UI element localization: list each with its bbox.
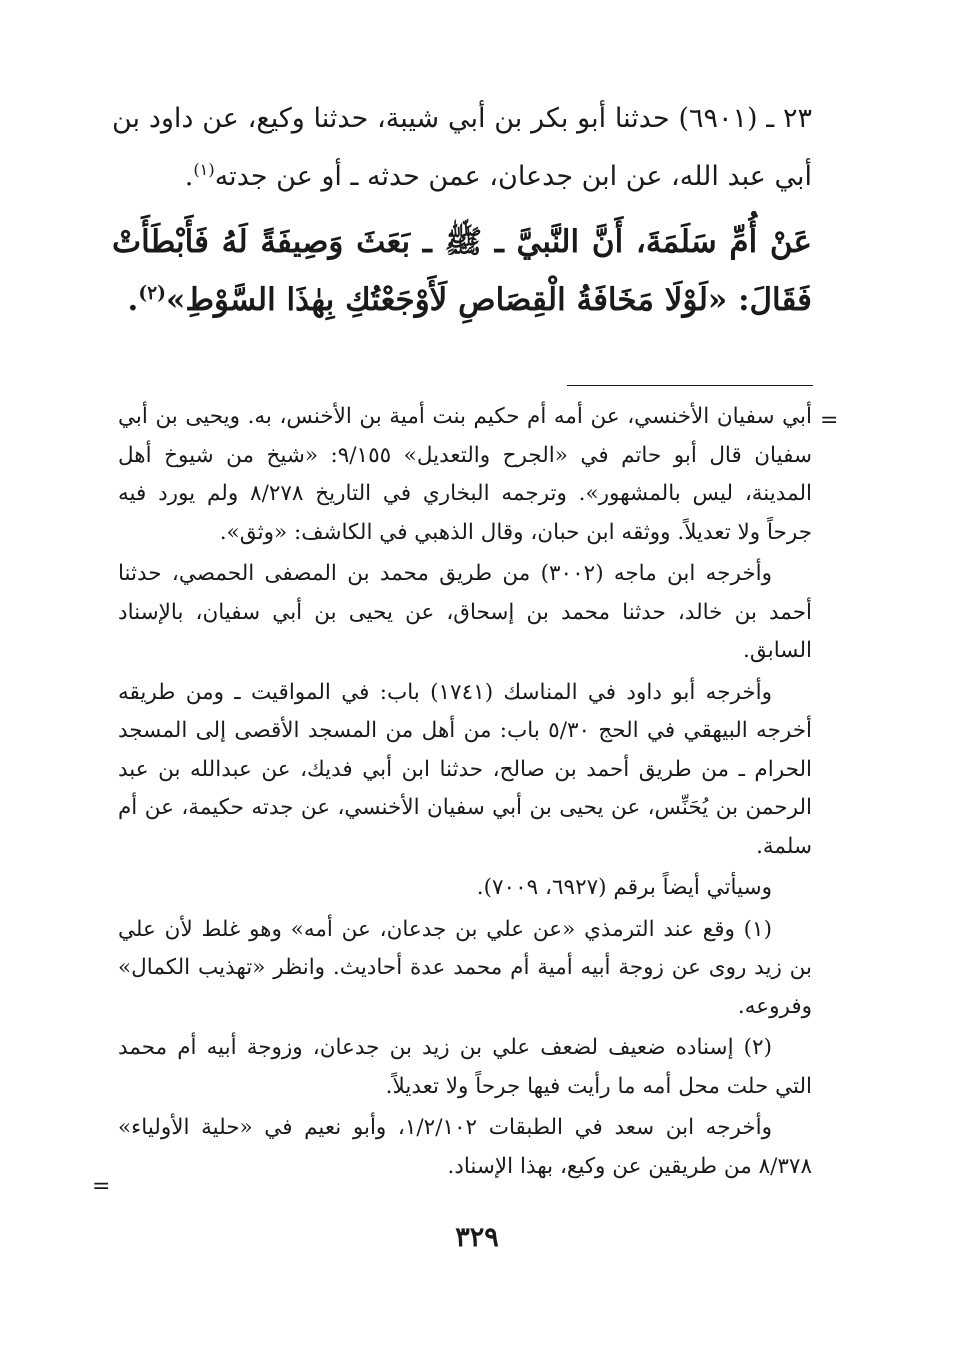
footnote-paragraph: وأخرجه أبو داود في المناسك (١٧٤١) باب: في المواقيت ـ ومن طريقه أخرجه البيهقي في الحج ٥/٣٠ باب: من أهل من المسجد الأقصى إلى المسجد الحرام ـ من طريق أحمد بن صالح، حدثنا ابن أبي فديك، عن عبدالله بن عبد الرحمن بن يُحَنِّس، عن يحيى بن أبي سفيان الأخنسي، عن جدته حكيمة، عن أم سلمة. (118, 679, 813, 859)
footnote-paragraph: وأخرجه ابن سعد في الطبقات ١/٢/١٠٢، وأبو نعيم في «حلية الأولياء» ٨/٣٧٨ من طريقين عن وكيع، بهذا الإسناد. (118, 1115, 812, 1179)
footnote-paragraph: أبي سفيان الأخنسي، عن أمه أم حكيم بنت أمية بن الأخنس، به. ويحيى بن أبي سفيان قال أبو حاتم في «الجرح والتعديل» ٩/١٥٥: «شيخ من شيوخ أهل المدينة، ليس بالمشهور». وترجمه البخاري في التاريخ ٨/٢٧٨ ولم يورد فيه جرحاً ولا تعديلاً. ووثقه ابن حبان، وقال الذهبي في الكاشف: «وثق». (118, 404, 812, 545)
hadith-text: عَنْ أُمِّ سَلَمَةَ، أَنَّ النَّبيَّ ـ ﷺ ـ بَعَثَ وَصِيفَةً لَهُ فَأَبْطَأَتْ فَقَالَ: «لَوْلَا مَخَافَةُ الْقِصَاصِ لَأَوْجَعْتُكِ بِهٰذَا السَّوْطِ» (112, 224, 812, 318)
footnote-divider (567, 385, 813, 386)
continuation-mark-bottom: = (92, 1174, 111, 1199)
hadith-text-paragraph (112, 213, 812, 334)
footnote-paragraph: وسيأتي أيضاً برقم (٦٩٢٧، ٧٠٠٩). (476, 875, 772, 900)
footnote-2: (٢) إسناده ضعيف لضعف علي بن زيد بن جدعان، وزوجة أبيه أم محمد التي حلت محل أمه ما رأيت فيها جرحاً ولا تعديلاً. (118, 1035, 812, 1099)
hadith-chain-paragraph (112, 90, 812, 209)
paragraph-end: . (184, 161, 194, 192)
page-number: ٣٢٩ (455, 1222, 499, 1253)
footnote-paragraph: وأخرجه ابن ماجه (٣٠٠٢) من طريق محمد بن المصفى الحمصي، حدثنا أحمد بن خالد، حدثنا محمد بن إسحاق، عن يحيى بن أبي سفيان، بالإسناد السابق. (118, 561, 812, 663)
footnotes (118, 398, 812, 1189)
isnad-text: ٢٣ ـ (٦٩٠١) حدثنا أبو بكر بن أبي شيبة، حدثنا وكيع، عن داود بن أبي عبد الله، عن ابن جدعان، عمن حدثه ـ أو عن جدته (112, 103, 813, 192)
main-text (112, 90, 812, 334)
footnote-1: (١) وقع عند الترمذي «عن علي بن جدعان، عن أمه» وهو غلط لأن علي بن زيد روى عن زوجة أبيه أمية أم محمد عدة أحاديث. وانظر «تهذيب الكمال» وفروعه. (118, 916, 812, 1019)
footnote-ref-1: (١) (193, 160, 215, 180)
hadith-end: . (127, 282, 139, 318)
footnote-ref-2: (٢) (138, 282, 166, 304)
continuation-mark-top: = (820, 408, 839, 433)
